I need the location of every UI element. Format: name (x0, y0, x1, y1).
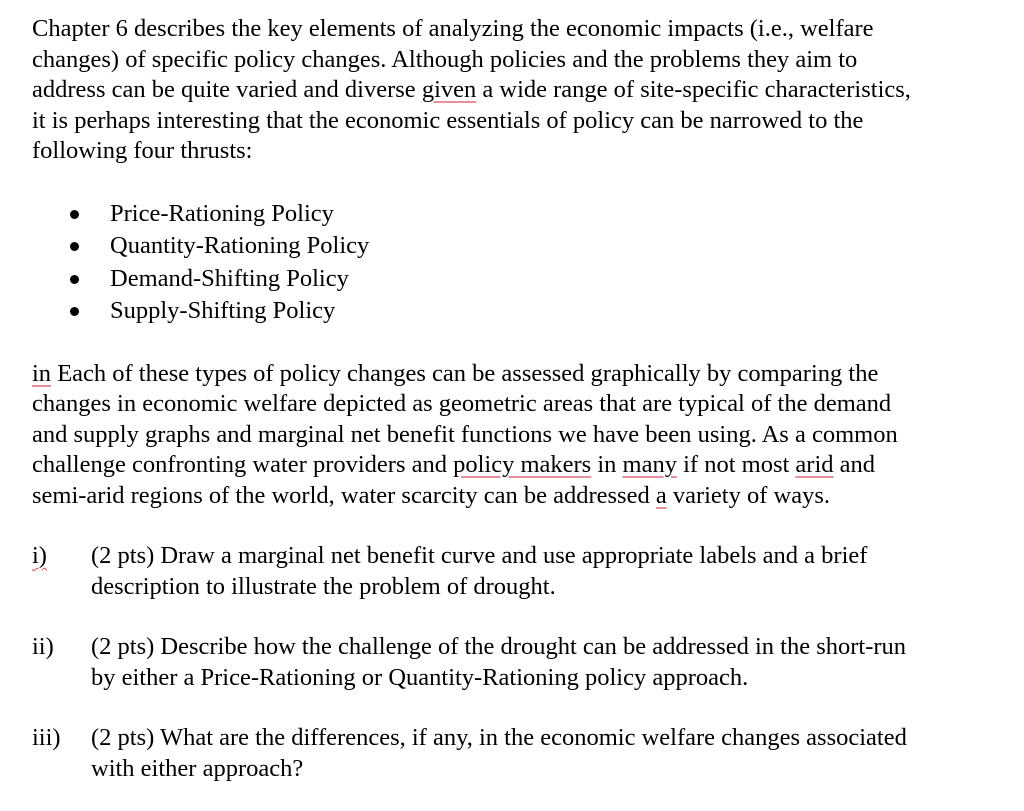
grammar-flag-a[interactable]: a (655, 481, 667, 509)
question-number[interactable]: i) (32, 542, 47, 569)
para2-line-5-a: semi-arid regions of the world, water scarcity can be addressed (32, 481, 656, 509)
question-text-line: with either approach? (91, 754, 304, 782)
intro-line-1: Chapter 6 describes the key elements of analyzing the economic impacts (i.e., welfare (32, 15, 874, 42)
bullet-icon (70, 275, 79, 284)
policy-bullet-list (32, 198, 1007, 328)
list-item (32, 295, 1007, 328)
question-1 (32, 541, 1007, 602)
bullet-icon (70, 307, 79, 316)
para2-line-5-b: variety of ways. (666, 481, 831, 509)
para2-line-3: and supply graphs and marginal net benefit functions we have been using. As a common (32, 420, 898, 448)
intro-line-3-end: a wide range of site-specific characteristics, (476, 76, 911, 103)
para2-line-4-c: if not most (676, 451, 796, 478)
list-item (32, 198, 1007, 231)
question-text-line: (2 pts) What are the differences, if any, in the economic welfare changes associated (91, 724, 907, 751)
intro-line-4: it is perhaps interesting that the economic essentials of policy can be narrowed to the (32, 106, 864, 134)
question-2 (32, 632, 1007, 693)
bullet-icon (70, 242, 79, 251)
bullet-text: Price-Rationing Policy (110, 199, 334, 227)
para2-line-4-d: and (833, 451, 875, 478)
grammar-flag-in[interactable]: in (32, 359, 52, 387)
bullet-icon (70, 210, 79, 219)
bullet-text: Supply-Shifting Policy (110, 297, 336, 324)
document-page (32, 14, 1007, 784)
para2-line-1 (32, 359, 1007, 390)
grammar-flag-arid[interactable]: arid (795, 451, 834, 478)
question-number: ii) (32, 633, 54, 660)
para2-line-2: changes in economic welfare depicted as geometric areas that are typical of the demand (32, 390, 892, 417)
question-text-line: (2 pts) Describe how the challenge of the drought can be addressed in the short-run (91, 633, 907, 660)
question-text-line: by either a Price-Rationing or Quantity-Rationing policy approach. (91, 663, 749, 691)
question-number: iii) (32, 724, 61, 751)
para2-line-4 (32, 450, 1007, 481)
intro-line-3-start: address can be quite varied and diverse (32, 76, 422, 103)
assessment-paragraph (32, 359, 1007, 512)
para2-line-5 (32, 481, 1007, 512)
para2-line-4-b: in (591, 451, 623, 478)
bullet-text: Quantity-Rationing Policy (110, 232, 370, 259)
intro-line-5: following four thrusts: (32, 137, 253, 164)
intro-line-3 (32, 75, 1007, 106)
list-item (32, 263, 1007, 296)
para2-line-1-rest: Each of these types of policy changes can be assessed graphically by comparing the (51, 359, 879, 387)
question-text-line: description to illustrate the problem of drought. (91, 572, 556, 600)
bullet-text: Demand-Shifting Policy (110, 264, 349, 292)
question-text-line: (2 pts) Draw a marginal net benefit curve and use appropriate labels and a brief (91, 542, 868, 569)
list-item (32, 230, 1007, 263)
intro-line-2: changes) of specific policy changes. Although policies and the problems they aim to (32, 45, 858, 73)
intro-paragraph (32, 14, 1007, 167)
para2-line-4-a: challenge confronting water providers and (32, 451, 454, 478)
grammar-flag-given[interactable]: given (421, 76, 477, 103)
grammar-flag-many[interactable]: many (622, 451, 677, 478)
grammar-flag-policy-makers[interactable]: policy makers (453, 451, 592, 478)
question-3 (32, 723, 1007, 784)
